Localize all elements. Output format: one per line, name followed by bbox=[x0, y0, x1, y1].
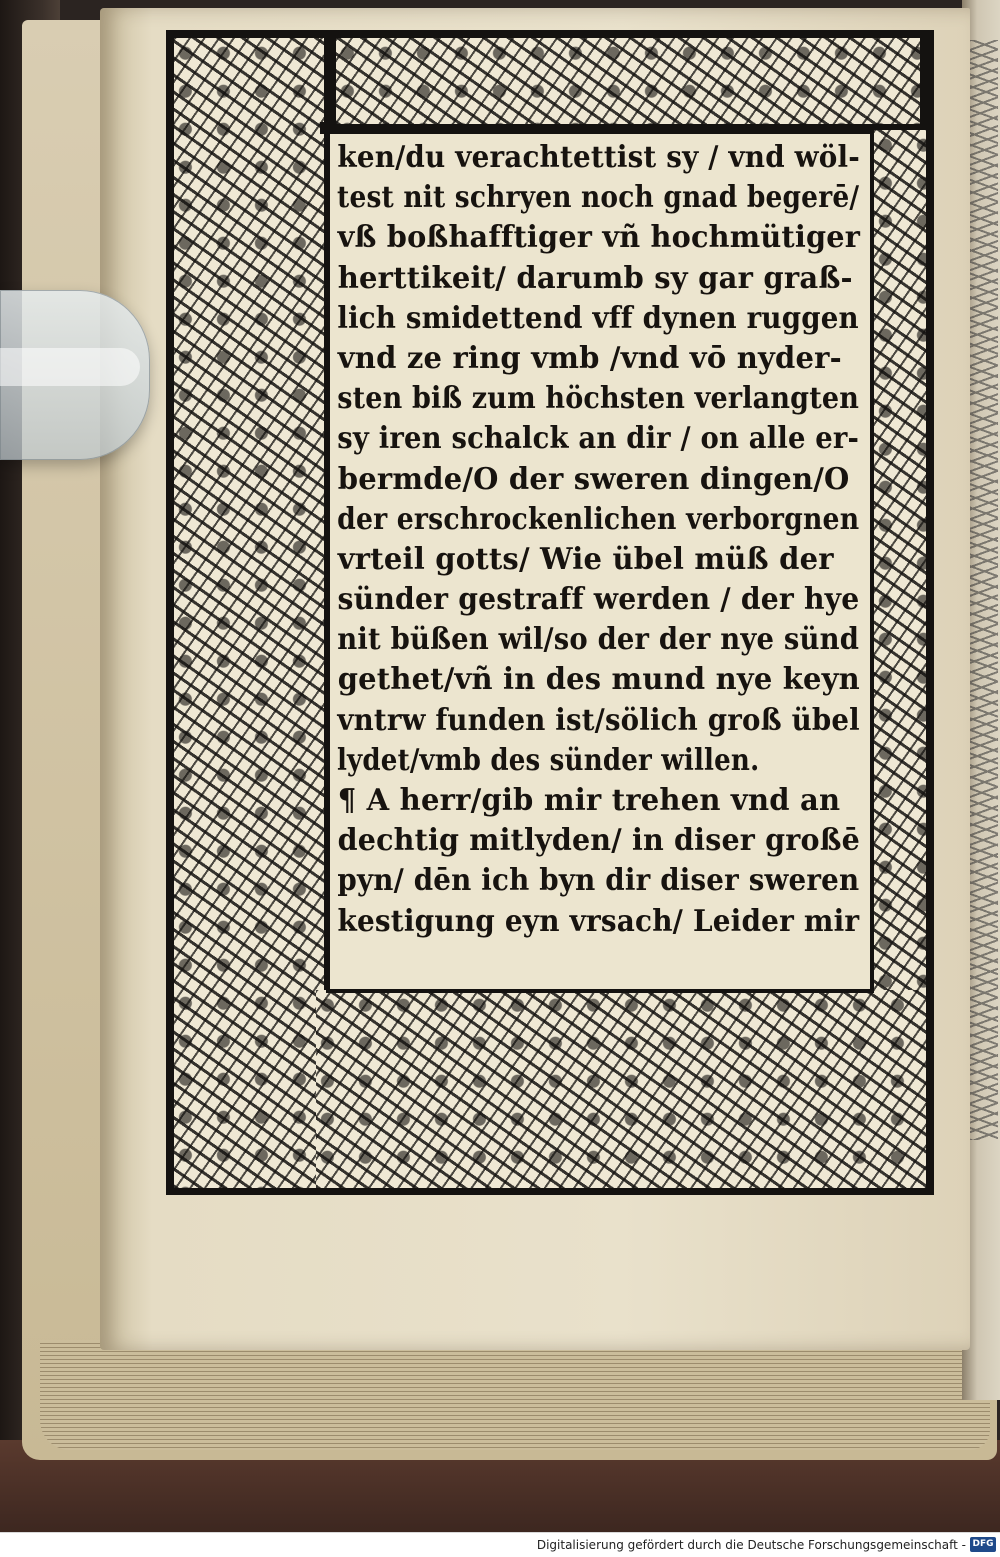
text-line: vnd ze ring vmb /vnd vō nyder- bbox=[337, 340, 842, 376]
text-block bbox=[326, 130, 874, 993]
text-line: vrteil gotts/ Wie übel müß der bbox=[337, 541, 834, 577]
dfg-logo-text: DFG bbox=[972, 1539, 994, 1549]
text-line: kestigung eyn vrsach/ Leider mir bbox=[337, 903, 860, 939]
woodcut-border bbox=[166, 30, 934, 1195]
text-line: bermde/O der sweren dingen/O bbox=[337, 461, 850, 497]
text-line: sten biß zum höchsten verlangten bbox=[337, 381, 860, 417]
dfg-logo bbox=[970, 1537, 996, 1552]
text-line: der erschrockenlichen verborgnen bbox=[337, 501, 860, 537]
text-line: ¶ A herr/gib mir trehen vnd an bbox=[337, 783, 841, 818]
text-line: herttikeit/ darumb sy gar graß- bbox=[337, 260, 853, 296]
text-line: sünder gestraff werden / der hye bbox=[337, 582, 860, 618]
text-line: sy iren schalck an dir / on alle er- bbox=[337, 421, 860, 457]
page-holder-clip bbox=[0, 290, 150, 460]
text-lines bbox=[330, 138, 870, 942]
text-line: test nit schryen noch gnad begerē/ bbox=[337, 180, 860, 216]
ornament-left bbox=[174, 38, 324, 1188]
text-line: dechtig mitlyden/ in diser großē bbox=[337, 823, 860, 859]
text-line: vntrw funden ist/sölich groß übel bbox=[337, 702, 860, 738]
text-line: ken/du verachtettist sy / vnd wöl- bbox=[337, 140, 860, 175]
ornament-top bbox=[336, 38, 920, 124]
page-edges bbox=[40, 1340, 990, 1450]
text-line: nit büßen wil/so der der nye sünd bbox=[337, 622, 860, 658]
text-line: vß boßhafftiger vñ hochmütiger bbox=[337, 220, 861, 256]
text-line: lydet/vmb des sünder willen. bbox=[336, 742, 760, 778]
text-line: gethet/vñ in des mund nye keyn bbox=[337, 662, 860, 698]
ornament-bottom bbox=[316, 990, 926, 1188]
text-line: lich smidettend vff dynen ruggen bbox=[337, 300, 859, 336]
book-page bbox=[100, 8, 970, 1350]
footer-bar bbox=[0, 1532, 1000, 1557]
text-line: pyn/ dēn ich byn dir diser sweren bbox=[337, 863, 860, 899]
funding-credit: Digitalisierung gefördert durch die Deutsche Forschungsgemeinschaft - bbox=[536, 1538, 966, 1552]
